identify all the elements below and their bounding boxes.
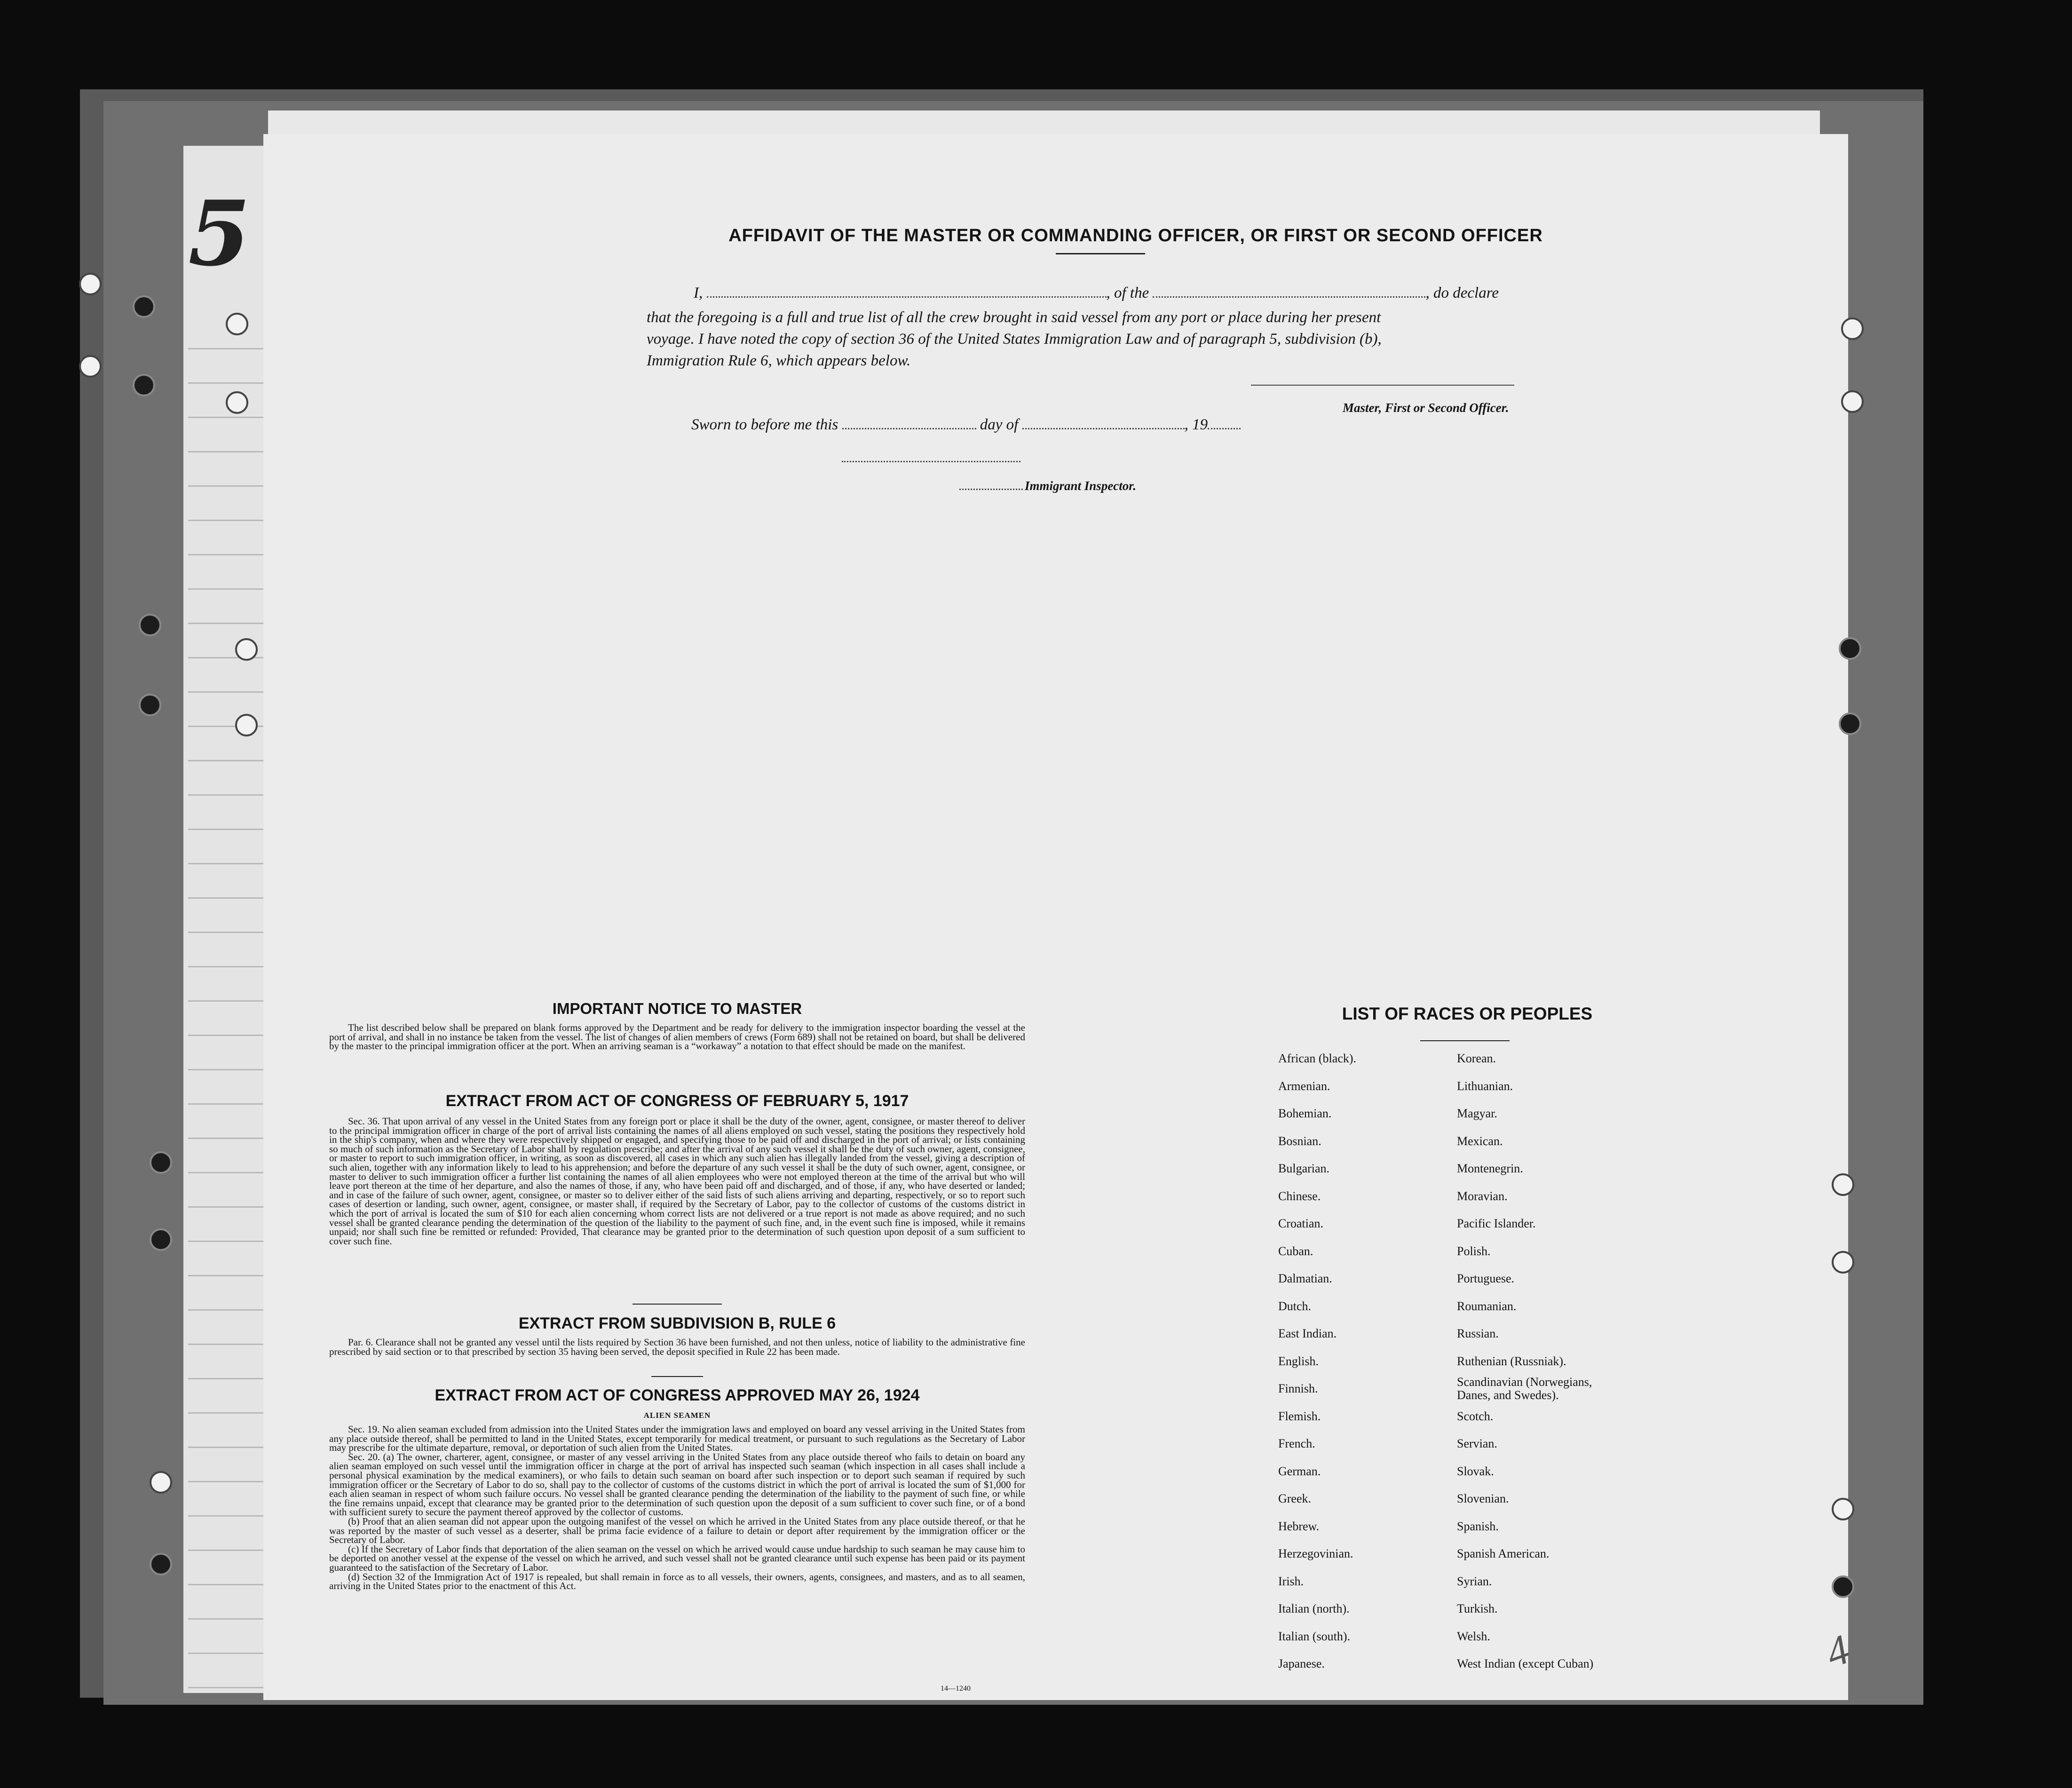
race-item-right: Spanish American.: [1457, 1547, 1550, 1560]
binder-hole: [226, 391, 248, 414]
ruled-line: [188, 451, 268, 452]
ruled-line: [188, 588, 268, 590]
ruled-line: [188, 794, 268, 796]
ruled-line: [188, 1481, 268, 1482]
binder-hole: [150, 1151, 172, 1174]
race-item-right: Korean.: [1457, 1052, 1496, 1065]
section-20d-paragraph: (d) Section 32 of the Immigration Act of 1917 is repealed, but shall remain in force as to all vessels, their owners, agents, consignees, and masters, and as to all seamen, arriving in the United States prior to the enactment of this Act.: [329, 1571, 1025, 1592]
ruled-line: [188, 932, 268, 933]
signature-blank[interactable]: [1251, 385, 1514, 386]
race-item-right: Scotch.: [1457, 1409, 1494, 1423]
binder-hole: [79, 355, 102, 378]
race-item-right: Roumanian.: [1457, 1299, 1517, 1313]
section-20b-paragraph: (b) Proof that an alien seaman did not appear upon the outgoing manifest of the vessel on which he arrived in the United States from any place outside thereof, or that he was reported by the master of such vessel as a deserter, shall be prima facie evidence of a failure to detain or deport after requirement by the immigration officer or the Secretary of Labor.: [329, 1515, 1025, 1546]
race-item-left: Italian (north).: [1278, 1602, 1350, 1615]
section-20c-paragraph: (c) If the Secretary of Labor finds that deportation of the alien seaman on the vessel on which he arrived would cause undue hardship to such seaman he may cause him to be deported on another vessel at the expense of the vessel on which he arrived, and such vessel shall not be granted clearance until such expense has been paid or its payment guaranteed to the satisfaction of the Secretary of Labor.: [329, 1543, 1025, 1573]
affidavit-title: AFFIDAVIT OF THE MASTER OR COMMANDING OFFICER, OR FIRST OR SECOND OFFICER: [728, 226, 1543, 245]
race-item-left: French.: [1278, 1437, 1315, 1450]
binder-hole: [226, 313, 248, 335]
underlying-ruled-page: [183, 146, 273, 1693]
binder-hole: [235, 638, 258, 661]
race-item-right: Montenegrin.: [1457, 1162, 1523, 1175]
binder-hole: [133, 374, 155, 396]
affidavit-i: I,: [694, 285, 703, 301]
race-item-left: Dutch.: [1278, 1299, 1312, 1313]
race-item-right: Ruthenian (Russniak).: [1457, 1354, 1566, 1368]
binder-hole: [235, 714, 258, 736]
race-item-right: Portuguese.: [1457, 1272, 1515, 1285]
sworn-day-blank[interactable]: [842, 428, 976, 429]
ruled-line: [188, 485, 268, 487]
affidavit-line-3: voyage. I have noted the copy of section 36 of the United States Immigration Law and of paragraph 5, subdivision (b),: [647, 331, 1382, 348]
affidavit-line-4: Immigration Rule 6, which appears below.: [647, 352, 911, 369]
notice-paragraph: The list described below shall be prepared on blank forms approved by the Department and be ready for delivery to the immigration inspector boarding the vessel at the port of arrival, and shall in no instance be taken from the vessel. The list of changes of alien members of crews (Form 689) shall not be retained on board, but shall be delivered by the master to the principal immigration officer at the port. When an arriving seaman is a “workaway” a notation to that effect should be made on the manifest.: [329, 1022, 1025, 1052]
ruled-line: [188, 1584, 268, 1585]
ruled-line: [188, 966, 268, 967]
binder-hole: [1832, 1251, 1854, 1274]
affidavit-of-the: , of the: [1106, 285, 1149, 301]
notice-text: [329, 1023, 1025, 1051]
ruled-line: [188, 1000, 268, 1002]
binder-hole: [1839, 712, 1861, 735]
binder-hole: [1832, 1575, 1854, 1598]
race-item-left: Irish.: [1278, 1574, 1304, 1588]
race-item-left: Bulgarian.: [1278, 1162, 1330, 1175]
ruled-line: [188, 1447, 268, 1448]
ruled-line: [188, 520, 268, 521]
ruled-line: [188, 863, 268, 864]
ruled-line: [188, 1138, 268, 1139]
inspector-label: Immigrant Inspector.: [1025, 479, 1137, 493]
ruled-line: [188, 1653, 268, 1654]
margin-pencil-mark: 4: [1819, 1626, 1856, 1677]
form-number: 14—1240: [941, 1685, 971, 1693]
binder-hole: [139, 694, 161, 716]
ruled-line: [188, 691, 268, 693]
ruled-line: [188, 1618, 268, 1620]
extract-1924-text: [329, 1425, 1025, 1591]
race-item-right: Turkish.: [1457, 1602, 1498, 1615]
binder-hole: [1832, 1498, 1854, 1520]
ruled-line: [188, 657, 268, 658]
race-item-right: Welsh.: [1457, 1629, 1490, 1643]
extract-1917-text: [329, 1117, 1025, 1246]
race-item-right: Servian.: [1457, 1437, 1497, 1450]
ruled-line: [188, 1344, 268, 1345]
ruled-line: [188, 1378, 268, 1379]
title-rule: [1056, 253, 1145, 254]
notice-title: IMPORTANT NOTICE TO MASTER: [552, 1000, 802, 1017]
binder-hole: [1841, 390, 1864, 413]
races-title: LIST OF RACES OR PEOPLES: [1342, 1004, 1593, 1023]
affidavit-declare: , do declare: [1425, 285, 1499, 301]
section-divider: [651, 1376, 703, 1377]
race-item-left: Cuban.: [1278, 1244, 1313, 1258]
race-item-right: Syrian.: [1457, 1574, 1492, 1588]
race-item-left: Chinese.: [1278, 1189, 1321, 1203]
race-item-left: Dalmatian.: [1278, 1272, 1332, 1285]
sworn-line: [691, 414, 1350, 435]
binder-hole: [150, 1228, 172, 1251]
sworn-month-blank[interactable]: [1022, 428, 1185, 429]
ruled-line: [188, 1206, 268, 1208]
ruled-line: [188, 554, 268, 555]
ruled-line: [188, 417, 268, 418]
binder-hole: [133, 295, 155, 318]
race-item-right: Slovenian.: [1457, 1492, 1509, 1505]
race-item-left: Hebrew.: [1278, 1519, 1320, 1533]
ruled-line: [188, 1550, 268, 1551]
binder-hole: [1841, 317, 1864, 340]
rule6-paragraph: Par. 6. Clearance shall not be granted any vessel until the lists required by Section 36 have been furnished, and not then unless, notice of liability to the administrative fine prescribed by said section or to that prescribed by section 35 having been served, the deposit specified in Rule 22 has been made.: [329, 1337, 1025, 1357]
race-item-left: Bosnian.: [1278, 1134, 1321, 1148]
race-item-left: Herzegovinian.: [1278, 1547, 1353, 1560]
race-item-left: Finnish.: [1278, 1382, 1318, 1395]
race-item-left: East Indian.: [1278, 1327, 1337, 1340]
ruled-line: [188, 382, 268, 384]
vessel-blank[interactable]: [1153, 296, 1425, 298]
name-blank[interactable]: [707, 296, 1107, 298]
inspector-blank[interactable]: [959, 489, 1023, 490]
race-item-left: Armenian.: [1278, 1079, 1330, 1093]
race-item-right: West Indian (except Cuban): [1457, 1657, 1594, 1670]
ruled-line: [188, 1687, 268, 1688]
races-title-rule: [1420, 1040, 1510, 1041]
ruled-line: [188, 1515, 268, 1517]
race-item-right: Lithuanian.: [1457, 1079, 1513, 1093]
ruled-line: [188, 760, 268, 761]
ruled-line: [188, 1412, 268, 1414]
race-item-right: Magyar.: [1457, 1107, 1497, 1120]
extract-rule6-title: EXTRACT FROM SUBDIVISION B, RULE 6: [518, 1314, 836, 1332]
race-item-left: German.: [1278, 1464, 1321, 1478]
race-item-left: Greek.: [1278, 1492, 1312, 1505]
ruled-line: [188, 348, 268, 349]
section-19-paragraph: Sec. 19. No alien seaman excluded from admission into the United States under the immigration laws and employed on board any vessel arriving in the United States from any place outside thereof, shall be permitted to land in the United States, except temporarily for medical treatment, or pursuant to such regulations as the Secretary of Labor may prescribe for the ultimate departure, removal, or deportation of such alien from the United States.: [329, 1424, 1025, 1454]
race-item-right: Pacific Islander.: [1457, 1217, 1536, 1230]
signature-label: Master, First or Second Officer.: [1343, 401, 1509, 415]
race-item-right: Russian.: [1457, 1327, 1499, 1340]
race-item-right: Mexican.: [1457, 1134, 1503, 1148]
handwritten-page-number: 5: [188, 181, 251, 286]
alien-seamen-subtitle: ALIEN SEAMEN: [643, 1411, 711, 1420]
affidavit-line-1: [647, 282, 1550, 304]
binder-hole: [150, 1471, 172, 1494]
ruled-line: [188, 1309, 268, 1311]
extract-1924-title: EXTRACT FROM ACT OF CONGRESS APPROVED MAY 26, 1924: [435, 1386, 920, 1404]
inspector-line: [959, 479, 1136, 493]
sworn-year-blank[interactable]: [1208, 428, 1241, 429]
race-item-right: Polish.: [1457, 1244, 1491, 1258]
inspector-signature-blank[interactable]: [842, 461, 1020, 462]
race-item-right: Moravian.: [1457, 1189, 1508, 1203]
sworn-prefix: Sworn to before me this: [691, 416, 838, 433]
race-item-left: Italian (south).: [1278, 1629, 1351, 1643]
section-divider: [633, 1304, 722, 1305]
race-item-right: Slovak.: [1457, 1464, 1494, 1478]
section-36-paragraph: Sec. 36. That upon arrival of any vessel in the United States from any foreign port or place it shall be the duty of the owner, agent, consignee, or master thereof to deliver to the principal immigration officer in charge of the port of arrival lists containing the names of all aliens employed on such vessel, stating the positions they respectively hold in the ship's company, when and where they were respectively shipped or engaged, and specifying those to be paid off and discharged in the port of arrival; or lists containing so much of such information as the Secretary of Labor shall by regulation prescribe; and after the arrival of any such vessel it shall be the duty of such owner, agent, consignee, or master to report to such immigration officer, in writing, as soon as discovered, all cases in which any such alien has illegally landed from the vessel, giving a description of such alien, together with any information likely to lead to his apprehension; and before the departure of any such vessel it shall be the duty of such owner, agent, consignee, or master to deliver to such immigration officer a further list containing the names of all alien employees who were not employed thereon at the time of the arrival but who will leave port thereon at the time of her departure, and also the names of those, if any, who have been paid off and discharged, and of those, if any, who have deserted or landed; and in case of the failure of such owner, agent, consignee, or master so to deliver either of the said lists of such aliens arriving and departing, respectively, or so to report such cases of desertion or landing, such owner, agent, consignee, or master shall, if required by the Secretary of Labor, pay to the collector of customs of the customs district in which the port of arrival is located the sum of $10 for each alien concerning whom correct lists are not delivered or a true report is not made as above required; and no such vessel shall be granted clearance pending the determination of the question of the liability to the payment of such fine, and, in the event such fine is imposed, while it remains unpaid; nor shall such fine be remitted or refunded: Provided, That clearance may be granted prior to the determination of such question upon deposit of a sum sufficient to cover such fine.: [329, 1116, 1025, 1247]
ruled-line: [188, 623, 268, 624]
ruled-line: [188, 829, 268, 830]
ruled-line: [188, 897, 268, 899]
ruled-line: [188, 1069, 268, 1070]
race-item-left: Flemish.: [1278, 1409, 1321, 1423]
race-item-left: English.: [1278, 1354, 1319, 1368]
binder-hole: [1839, 637, 1861, 660]
race-item-left: Bohemian.: [1278, 1107, 1332, 1120]
ruled-line: [188, 1103, 268, 1105]
extract-1917-title: EXTRACT FROM ACT OF CONGRESS OF FEBRUARY 5, 1917: [445, 1092, 909, 1110]
binder-hole: [1832, 1173, 1854, 1196]
extract-rule6-text: [329, 1338, 1025, 1356]
race-item-right: Spanish.: [1457, 1519, 1499, 1533]
binder-hole: [79, 273, 102, 295]
ruled-line: [188, 1275, 268, 1276]
race-item-left: African (black).: [1278, 1052, 1357, 1065]
ruled-line: [188, 1241, 268, 1242]
section-20a-paragraph: Sec. 20. (a) The owner, charterer, agent, consignee, or master of any vessel arriving in the United States from any place outside thereof who fails to detain on board any alien seaman employed on such vessel until the immigration officer in charge at the port of arrival has inspected such seaman (which inspection in all cases shall include a personal physical examination by the medical examiners), or who fails to detain such seaman on board after such inspection or to deport such seaman if required by such immigration officer or the Secretary of Labor to do so, shall pay to the collector of customs of the customs district in which the port of arrival is located the sum of $1,000 for each alien seaman in respect of whom such failure occurs. No vessel shall be granted clearance pending the determination of the liability to the payment of such fine, or while the fine remains unpaid, except that clearance may be granted prior to the determination of such question upon the deposit of a sum sufficient to cover such fine, or of a bond with sufficient surety to secure the payment thereof approved by the collector of customs.: [329, 1451, 1025, 1518]
affidavit-line-2: that the foregoing is a full and true list of all the crew brought in said vessel from any port or place during her present: [647, 309, 1381, 326]
ruled-line: [188, 1035, 268, 1036]
sworn-year: , 19: [1184, 416, 1208, 433]
ruled-line: [188, 1172, 268, 1173]
binder-hole: [150, 1553, 172, 1575]
race-item-right: Scandinavian (Norwegians, Danes, and Swedes).: [1457, 1375, 1592, 1402]
sworn-day-of: day of: [980, 416, 1019, 433]
race-item-left: Croatian.: [1278, 1217, 1324, 1230]
binder-hole: [139, 614, 161, 636]
race-item-left: Japanese.: [1278, 1657, 1325, 1670]
